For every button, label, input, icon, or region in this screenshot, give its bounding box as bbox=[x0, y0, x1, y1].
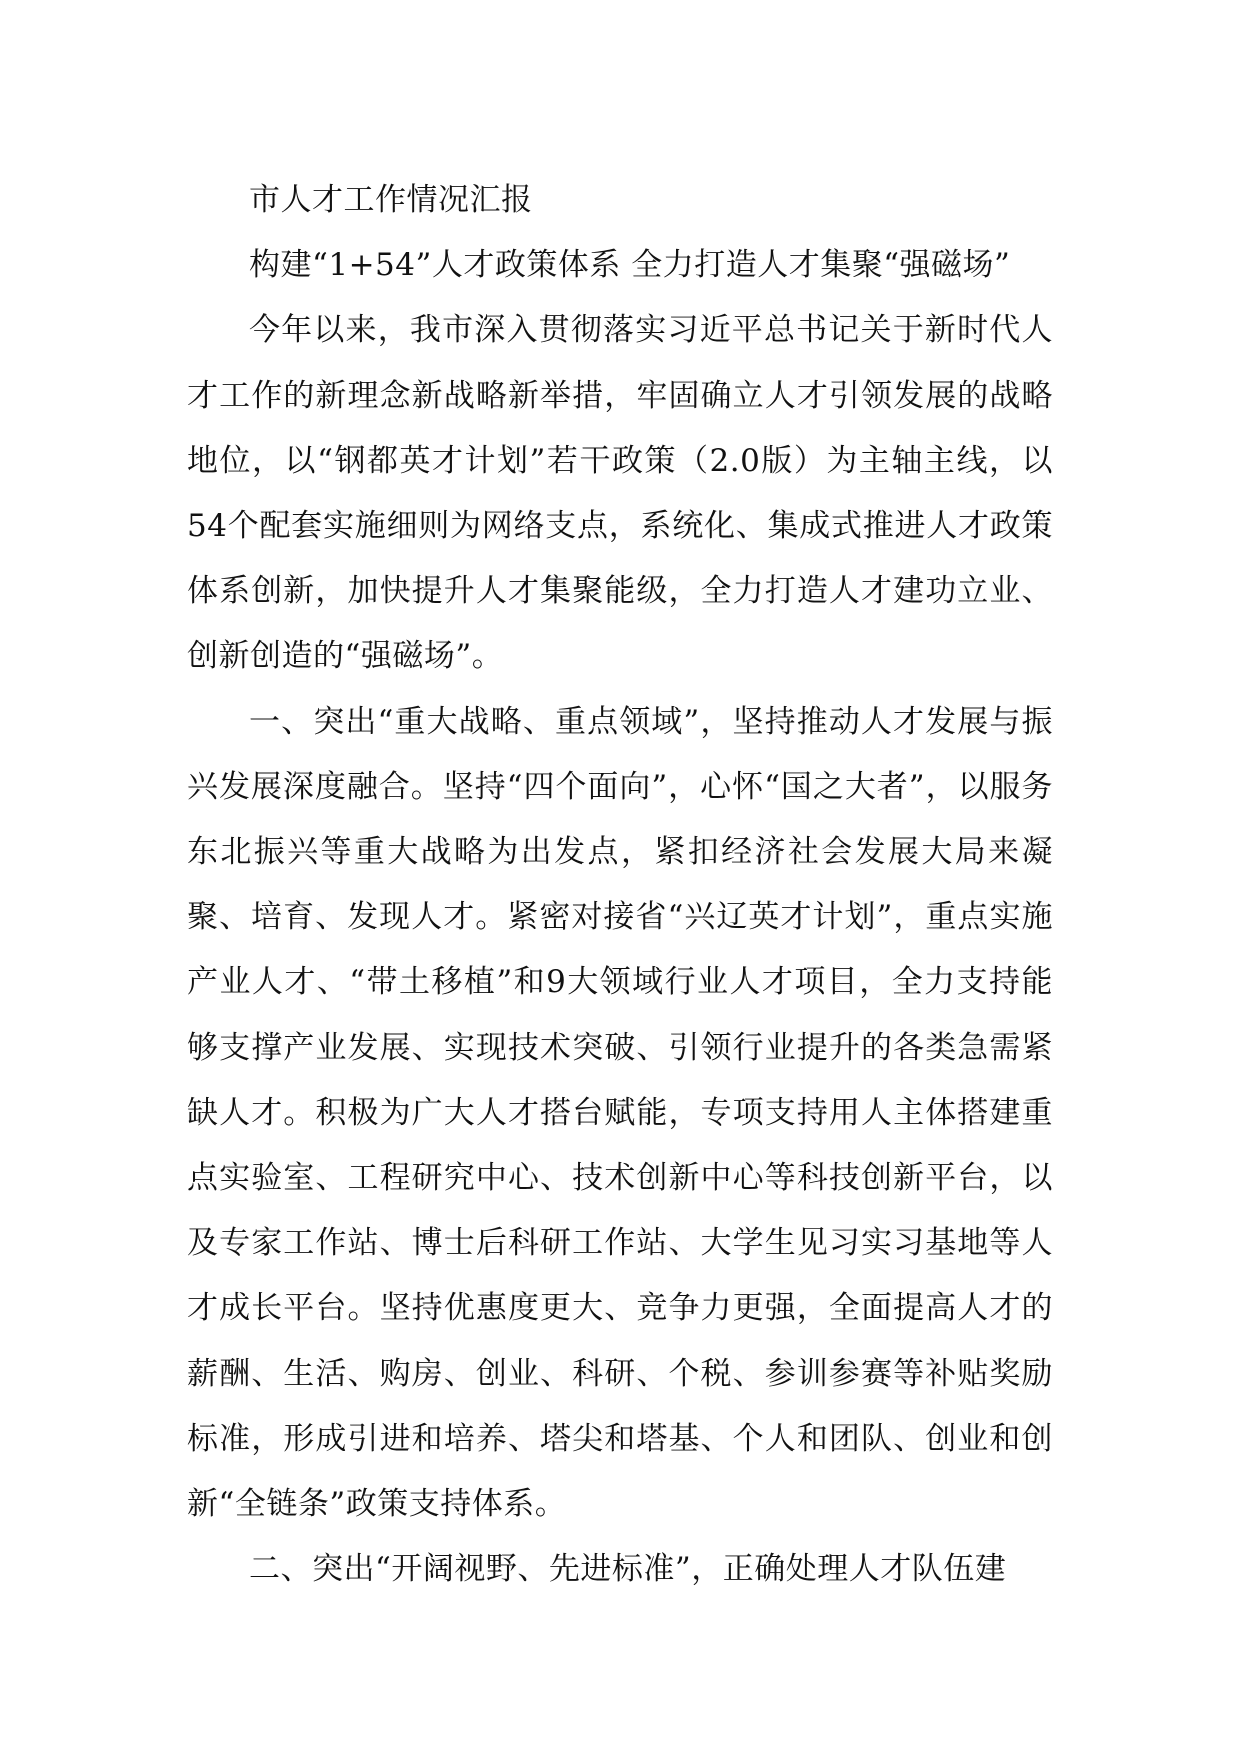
paragraph-intro: 今年以来，我市深入贯彻落实习近平总书记关于新时代人才工作的新理念新战略新举措，牢固确立人才引领发展的战略地位，以“钢都英才计划”若干政策（2.0版）为主轴主线，以54个配套实施细则为网络支点，系统化、集成式推进人才政策体系创新，加快提升人才集聚能级，全力打造人才建功立业、创新创造的“强磁场”。 bbox=[187, 312, 1053, 675]
paragraph-section-one: 一、突出“重大战略、重点领域”，坚持推动人才发展与振兴发展深度融合。坚持“四个面向”，心怀“国之大者”，以服务东北振兴等重大战略为出发点，紧扣经济社会发展大局来凝聚、培育、发现人才。紧密对接省“兴辽英才计划”，重点实施产业人才、“带土移植”和9大领域行业人才项目，全力支持能够支撑产业发展、实现技术突破、引领行业提升的各类急需紧缺人才。积极为广大人才搭台赋能，专项支持用人主体搭建重点实验室、工程研究中心、技术创新中心等科技创新平台，以及专家工作站、博士后科研工作站、大学生见习实习基地等人才成长平台。坚持优惠度更大、竞争力更强，全面提高人才的薪酬、生活、购房、创业、科研、个税、参训参赛等补贴奖励标准，形成引进和培养、塔尖和塔基、个人和团队、创业和创新“全链条”政策支持体系。 bbox=[187, 703, 1053, 1523]
document-subtitle: 构建“1+54”人才政策体系 全力打造人才集聚“强磁场” bbox=[249, 247, 1011, 284]
document-title: 市人才工作情况汇报 bbox=[249, 182, 533, 218]
document-body bbox=[187, 168, 1053, 1602]
paragraph-section-two: 二、突出“开阔视野、先进标准”，正确处理人才队伍建 bbox=[249, 1551, 1007, 1588]
